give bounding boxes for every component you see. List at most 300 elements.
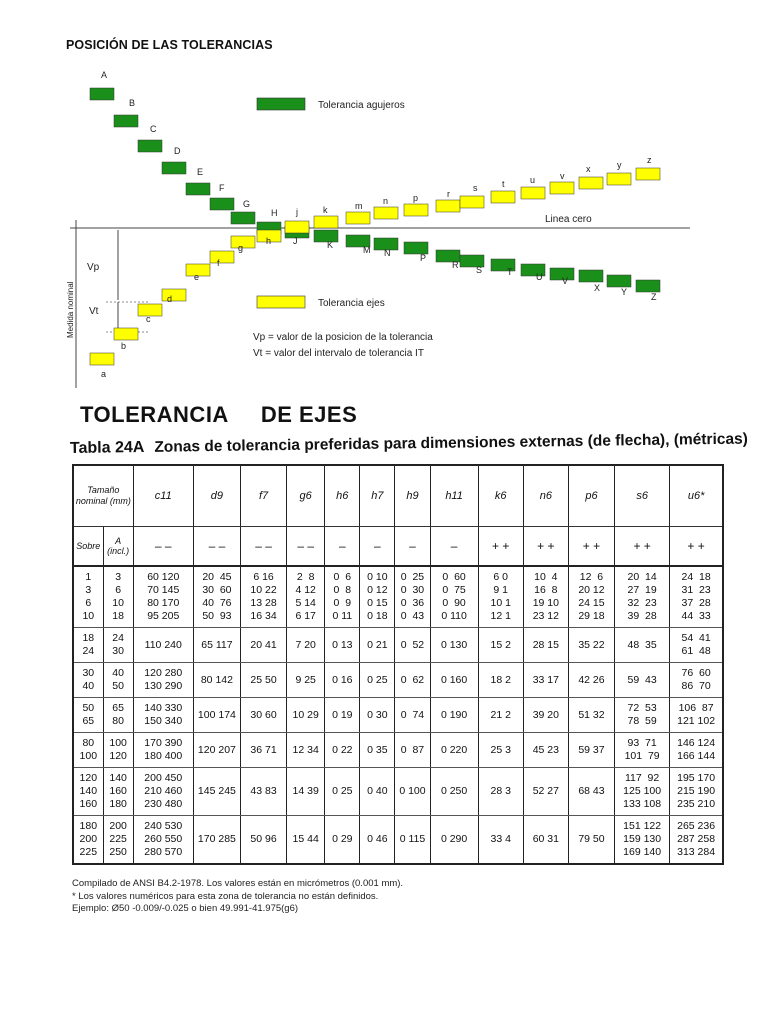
shaft-zone-y: [607, 173, 631, 185]
shaft-letter-t: t: [502, 179, 505, 189]
tolerance-value: 78 59: [627, 715, 657, 727]
a-cell: [103, 663, 133, 698]
sobre-value: 140: [79, 785, 98, 797]
sobre-cell: [73, 768, 103, 816]
value-cell: [523, 566, 568, 628]
sobre-header: Sobre: [73, 527, 103, 567]
shaft-letter-g: g: [238, 243, 244, 253]
tolerance-value: 0 19: [332, 708, 353, 721]
value-cell: [615, 733, 670, 768]
tolerance-value: 210 460: [144, 785, 183, 797]
tolerance-value: 19 10: [532, 597, 559, 609]
value-cell: [287, 628, 325, 663]
tolerance-value: 93 71: [627, 737, 657, 749]
tolerance-value: 39 28: [627, 610, 657, 622]
value-cell: [240, 628, 286, 663]
hole-letter-J: J: [293, 236, 298, 246]
value-cell: [287, 816, 325, 865]
a-cell: [103, 566, 133, 628]
tolerance-value: 33 17: [532, 673, 559, 686]
value-cell: [287, 663, 325, 698]
tolerance-value: 76 60: [681, 667, 711, 679]
note-line: Compilado de ANSI B4.2-1978. Los valores están en micrómetros (0.001 mm).: [72, 878, 404, 889]
note-line: * Los valores numéricos para esta zona de tolerancia no están definidos.: [72, 890, 379, 902]
shaft-letter-u: u: [530, 175, 536, 185]
hole-letter-F: F: [219, 183, 225, 193]
a-cell: [103, 733, 133, 768]
hole-zone-Y: [607, 275, 631, 287]
tolerance-value: 0 13: [332, 638, 353, 651]
hole-letter-T: T: [507, 267, 513, 277]
col-header: h11: [430, 465, 478, 527]
tolerance-value: 0 18: [367, 610, 388, 622]
a-value: 250: [109, 846, 127, 858]
value-cell: [360, 733, 395, 768]
tolerance-value: 0 10: [367, 571, 388, 583]
a-value: 200: [109, 820, 127, 832]
tolerance-value: 4 12: [295, 584, 316, 596]
col-header: p6: [568, 465, 614, 527]
col-header: d9: [193, 465, 240, 527]
tolerance-value: 27 19: [627, 584, 657, 596]
value-cell: [193, 733, 240, 768]
tolerance-value: 36 71: [250, 743, 277, 756]
hole-zone-C: [138, 140, 162, 152]
tolerance-value: 120 280: [144, 667, 183, 679]
value-cell: [193, 816, 240, 865]
sobre-cell: [73, 566, 103, 628]
tolerance-value: 18 2: [490, 673, 511, 686]
tolerance-value: 0 62: [400, 673, 425, 686]
shaft-letter-a: a: [101, 369, 107, 379]
a-value: 6: [115, 584, 122, 596]
hole-letter-Z: Z: [651, 292, 657, 302]
tolerance-value: 140 330: [144, 702, 183, 714]
tolerance-value: 0 8: [333, 584, 352, 596]
value-cell: [193, 628, 240, 663]
tolerance-value: 265 236: [677, 820, 716, 832]
value-cell: [430, 566, 478, 628]
sobre-cell: [73, 698, 103, 733]
value-cell: [240, 566, 286, 628]
value-cell: [615, 628, 670, 663]
table-row: [73, 816, 723, 865]
shaft-letter-j: j: [296, 207, 298, 217]
sign-cell: – –: [193, 527, 240, 567]
col-header: h9: [395, 465, 430, 527]
a-header: A (incl.): [103, 527, 133, 567]
hole-zone-D: [162, 162, 186, 174]
tolerance-value: 37 28: [681, 597, 711, 609]
tolerance-value: 260 550: [144, 833, 183, 845]
tolerance-value: 70 145: [147, 584, 180, 596]
value-cell: [325, 566, 360, 628]
shaft-letter-m: m: [355, 201, 363, 211]
tolerance-value: 0 30: [400, 584, 425, 596]
sign-cell: – –: [133, 527, 193, 567]
sign-cell: + +: [523, 527, 568, 567]
tolerance-value: 7 20: [295, 638, 316, 651]
tolerance-value: 0 12: [367, 584, 388, 596]
shaft-letter-x: x: [586, 164, 591, 174]
tolerance-value: 20 14: [627, 571, 657, 583]
section-title-part2: DE EJES: [260, 402, 358, 427]
tolerance-value: 80 142: [200, 673, 233, 686]
tolerance-value: 0 25: [400, 571, 425, 583]
tolerance-value: 54 41: [681, 632, 711, 644]
tolerance-value: 0 100: [399, 785, 426, 797]
axis-label: Medida nominal: [66, 281, 75, 338]
value-cell: [395, 628, 430, 663]
value-cell: [360, 566, 395, 628]
tolerance-value: 12 34: [292, 743, 319, 756]
a-value: 50: [112, 680, 124, 692]
vp-label: Vp: [87, 262, 100, 273]
value-cell: [670, 733, 723, 768]
shaft-letter-k: k: [323, 205, 328, 215]
tolerance-value: 10 4: [534, 571, 558, 583]
value-cell: [133, 768, 193, 816]
shaft-letter-b: b: [121, 341, 127, 351]
sobre-value: 120: [79, 772, 98, 784]
value-cell: [133, 698, 193, 733]
value-cell: [360, 663, 395, 698]
tolerance-value: 50 96: [250, 833, 277, 845]
a-value: 140: [109, 772, 127, 784]
value-cell: [325, 628, 360, 663]
section-title: [80, 402, 357, 428]
value-cell: [670, 663, 723, 698]
tolerance-value: 16 8: [534, 584, 558, 596]
shaft-letter-f: f: [217, 258, 220, 268]
tolerance-value: 215 190: [677, 785, 716, 797]
hole-zone-X: [579, 270, 603, 282]
value-cell: [430, 816, 478, 865]
tolerance-value: 9 1: [493, 584, 509, 596]
col-header: h7: [360, 465, 395, 527]
tolerance-value: 0 36: [400, 597, 425, 609]
tolerance-value: 95 205: [147, 610, 180, 622]
tolerance-value: 0 35: [367, 743, 388, 756]
table-caption: Zonas de tolerancia preferidas para dimensiones externas (de flecha), (métricas): [154, 430, 748, 456]
value-cell: [568, 698, 614, 733]
table-row: [73, 733, 723, 768]
tolerance-value: 235 210: [677, 798, 716, 810]
tolerance-value: 16 34: [250, 610, 277, 622]
tolerance-value: 120 207: [197, 743, 236, 756]
tolerance-value: 10 22: [250, 584, 277, 596]
legend-hole-swatch: [257, 98, 305, 110]
shaft-letter-r: r: [447, 189, 450, 199]
tolerance-value: 0 29: [332, 833, 353, 845]
hole-letter-G: G: [243, 199, 251, 209]
value-cell: [615, 663, 670, 698]
tolerance-value: 0 6: [333, 571, 352, 583]
shaft-zone-n: [374, 207, 398, 219]
tolerance-value: 0 21: [367, 638, 388, 651]
tolerance-value: 230 480: [144, 798, 183, 810]
hole-letter-V: V: [562, 276, 569, 286]
hole-letter-D: D: [174, 146, 181, 156]
hole-zone-F: [210, 198, 234, 210]
hole-letter-P: P: [420, 253, 427, 263]
hole-letter-S: S: [476, 265, 483, 275]
a-value: 24: [112, 632, 124, 644]
sign-cell: + +: [615, 527, 670, 567]
value-cell: [133, 733, 193, 768]
page-title: POSICIÓN DE LAS TOLERANCIAS: [66, 38, 273, 52]
tolerance-value: 44 33: [681, 610, 711, 622]
tolerance-value: 280 570: [144, 846, 183, 858]
tolerance-value: 51 32: [578, 708, 605, 721]
shaft-letter-p: p: [413, 193, 419, 203]
tolerance-value: 100 174: [197, 708, 236, 721]
shaft-letter-v: v: [560, 171, 565, 181]
tolerance-value: 23 12: [532, 610, 559, 622]
value-cell: [568, 663, 614, 698]
tolerance-value: 145 245: [197, 785, 236, 797]
value-cell: [478, 768, 523, 816]
hole-letter-U: U: [536, 272, 543, 282]
sign-cell: + +: [568, 527, 614, 567]
tolerance-value: 121 102: [677, 715, 716, 727]
tolerance-value: 25 3: [490, 743, 511, 756]
vt-label: Vt: [89, 306, 99, 317]
legend-shaft-swatch: [257, 296, 305, 308]
value-cell: [523, 816, 568, 865]
value-cell: [615, 816, 670, 865]
value-cell: [430, 768, 478, 816]
value-cell: [670, 816, 723, 865]
shaft-letter-h: h: [266, 236, 272, 246]
value-cell: [395, 698, 430, 733]
shaft-letter-n: n: [383, 196, 389, 206]
value-cell: [430, 733, 478, 768]
value-cell: [287, 698, 325, 733]
tolerance-value: 200 450: [144, 772, 183, 784]
col-header: c11: [133, 465, 193, 527]
hole-letter-R: R: [452, 260, 459, 270]
tolerance-value: 6 16: [253, 571, 274, 583]
value-cell: [395, 566, 430, 628]
tolerance-value: 24 15: [578, 597, 605, 609]
value-cell: [478, 698, 523, 733]
a-value: 40: [112, 667, 124, 679]
tolerance-value: 151 122: [623, 820, 662, 832]
tolerance-value: 25 50: [250, 673, 277, 686]
tolerance-value: 0 190: [440, 708, 468, 721]
col-header: n6: [523, 465, 568, 527]
tolerance-value: 52 27: [532, 785, 559, 797]
tolerance-value: 6 0: [493, 571, 509, 583]
legend-hole-label: Tolerancia agujeros: [318, 100, 405, 111]
tolerance-value: 0 30: [367, 708, 388, 721]
hole-letter-C: C: [150, 124, 157, 134]
tolerance-value: 43 83: [250, 785, 277, 797]
table-row: [73, 663, 723, 698]
hole-zone-A: [90, 88, 114, 100]
value-cell: [287, 733, 325, 768]
a-cell: [103, 816, 133, 865]
value-cell: [360, 768, 395, 816]
sobre-value: 160: [79, 798, 98, 810]
shaft-zone-t: [491, 191, 515, 203]
def-vt: Vt = valor del intervalo de tolerancia IT: [253, 348, 424, 359]
sign-cell: + +: [478, 527, 523, 567]
value-cell: [523, 768, 568, 816]
tolerance-value: 33 4: [490, 833, 511, 845]
sobre-value: 1: [85, 571, 92, 583]
shaft-zone-a: [90, 353, 114, 365]
value-cell: [133, 566, 193, 628]
value-cell: [360, 628, 395, 663]
value-cell: [568, 733, 614, 768]
shaft-letter-s: s: [473, 183, 478, 193]
a-value: 100: [109, 737, 127, 749]
hole-zone-G: [231, 212, 255, 224]
tolerance-value: 14 39: [292, 785, 319, 797]
tolerance-value: 24 18: [681, 571, 711, 583]
sobre-value: 65: [82, 715, 95, 727]
tolerance-value: 12 1: [490, 610, 511, 622]
tolerance-value: 39 20: [532, 708, 559, 721]
tolerance-value: 159 130: [623, 833, 662, 845]
tolerance-value: 29 18: [578, 610, 605, 622]
col-header: f7: [240, 465, 286, 527]
sobre-value: 100: [79, 750, 98, 762]
value-cell: [430, 698, 478, 733]
tolerance-value: 0 220: [440, 743, 468, 756]
tolerance-value: 86 70: [681, 680, 711, 692]
value-cell: [568, 768, 614, 816]
shaft-zone-s: [460, 196, 484, 208]
tolerance-value: 146 124: [677, 737, 716, 749]
tolerance-value: 6 17: [295, 610, 316, 622]
tolerance-value: 60 120: [147, 571, 180, 583]
a-value: 65: [112, 702, 124, 714]
sobre-value: 24: [82, 645, 95, 657]
sobre-value: 6: [85, 597, 92, 609]
value-cell: [430, 628, 478, 663]
sobre-value: 180: [79, 820, 98, 832]
col-header: u6*: [670, 465, 723, 527]
shaft-zone-u: [521, 187, 545, 199]
value-cell: [133, 816, 193, 865]
value-cell: [478, 628, 523, 663]
value-cell: [395, 768, 430, 816]
value-cell: [523, 663, 568, 698]
tolerance-value: 20 45: [202, 571, 232, 583]
col-header: k6: [478, 465, 523, 527]
tolerance-value: 79 50: [578, 833, 605, 845]
tolerance-value: 170 285: [197, 833, 236, 845]
value-cell: [395, 733, 430, 768]
note-line: Ejemplo: Ø50 -0.009/-0.025 o bien 49.991-41.975(g6): [72, 903, 299, 914]
value-cell: [193, 768, 240, 816]
value-cell: [193, 698, 240, 733]
value-cell: [670, 628, 723, 663]
hole-letter-K: K: [327, 240, 334, 250]
tolerance-value: 195 170: [677, 772, 716, 784]
tolerance-value: 2 8: [296, 571, 315, 583]
value-cell: [360, 816, 395, 865]
a-cell: [103, 768, 133, 816]
value-cell: [523, 628, 568, 663]
a-value: 180: [109, 798, 127, 810]
col-header: s6: [615, 465, 670, 527]
tolerance-value: 42 26: [578, 673, 605, 686]
col-header: g6: [287, 465, 325, 527]
sign-cell: –: [395, 527, 430, 567]
tolerance-value: 0 75: [442, 584, 466, 596]
tolerance-value: 15 44: [292, 833, 319, 845]
a-value: 18: [112, 610, 124, 622]
sign-cell: + +: [670, 527, 723, 567]
tolerance-value: 60 31: [532, 833, 559, 845]
shaft-letter-d: d: [167, 294, 173, 304]
value-cell: [523, 698, 568, 733]
tolerance-value: 68 43: [578, 785, 605, 797]
sign-cell: – –: [287, 527, 325, 567]
tolerance-value: 0 130: [440, 638, 468, 651]
tolerance-value: 61 48: [681, 645, 711, 657]
tolerance-value: 0 74: [400, 708, 425, 721]
shaft-zone-k: [314, 216, 338, 228]
sobre-value: 10: [82, 610, 95, 622]
value-cell: [325, 816, 360, 865]
sobre-value: 30: [82, 667, 95, 679]
tolerance-value: 0 40: [367, 785, 388, 797]
table-number: Tabla 24A: [69, 438, 145, 457]
hole-zone-K: [314, 230, 338, 242]
value-cell: [325, 733, 360, 768]
value-cell: [133, 663, 193, 698]
a-cell: [103, 628, 133, 663]
shaft-zone-r: [436, 200, 460, 212]
tolerance-value: 180 400: [144, 750, 183, 762]
value-cell: [395, 663, 430, 698]
shaft-zone-d: [162, 289, 186, 301]
value-cell: [287, 566, 325, 628]
tolerance-value: 0 11: [332, 610, 353, 622]
tolerance-value: 10 29: [292, 708, 319, 721]
tolerance-value: 48 35: [627, 638, 657, 651]
hole-letter-B: B: [129, 98, 136, 108]
tolerance-value: 15 2: [490, 638, 511, 651]
a-value: 225: [109, 833, 127, 845]
table-row: [73, 698, 723, 733]
tolerance-value: 170 390: [144, 737, 183, 749]
value-cell: [615, 698, 670, 733]
tolerance-value: 0 52: [400, 638, 425, 651]
value-cell: [240, 698, 286, 733]
value-cell: [395, 816, 430, 865]
value-cell: [568, 816, 614, 865]
sobre-cell: [73, 733, 103, 768]
tolerance-value: 30 60: [250, 708, 277, 721]
value-cell: [240, 733, 286, 768]
shaft-letter-z: z: [647, 155, 652, 165]
tolerance-value: 0 46: [367, 833, 388, 845]
tolerance-value: 110 240: [144, 638, 182, 651]
shaft-zone-p: [404, 204, 428, 216]
tolerance-value: 28 15: [532, 638, 559, 651]
a-value: 3: [115, 571, 122, 583]
tolerance-position-diagram: [0, 70, 768, 390]
tolerance-value: 150 340: [144, 715, 183, 727]
hole-letter-E: E: [197, 167, 204, 177]
tolerance-value: 59 37: [578, 743, 605, 756]
